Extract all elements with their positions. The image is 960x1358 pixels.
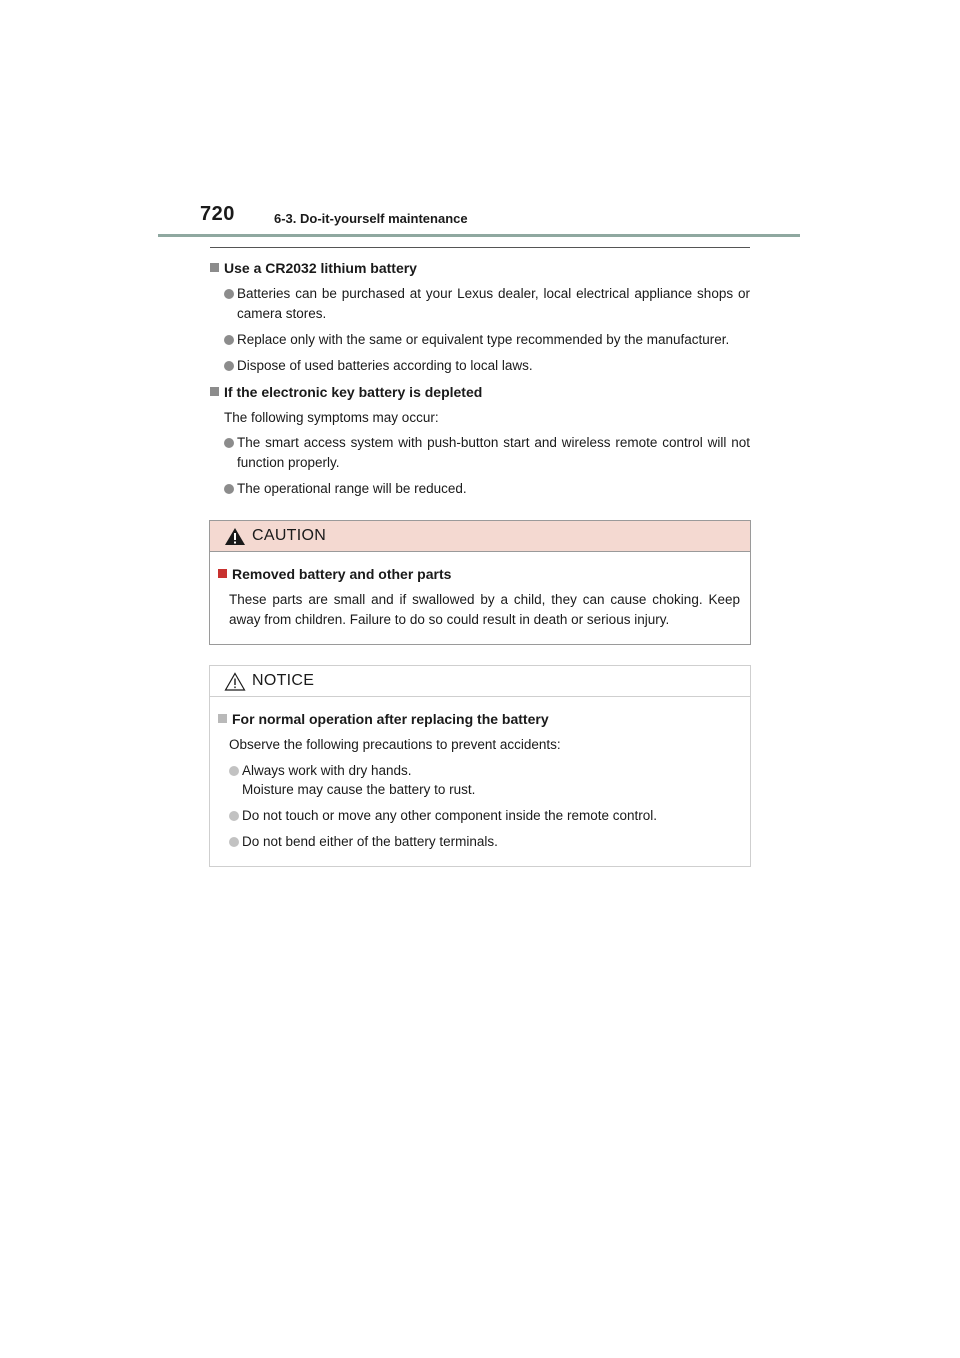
warning-outline-icon <box>224 672 246 691</box>
square-bullet-icon <box>218 714 227 723</box>
divider <box>210 247 750 248</box>
bullet-dot-icon <box>224 438 234 448</box>
notice-heading: For normal operation after replacing the battery <box>218 709 740 729</box>
bullet-dot-icon <box>229 811 239 821</box>
square-bullet-icon <box>210 387 219 396</box>
notice-box <box>209 665 751 867</box>
bullet-dot-icon <box>224 335 234 345</box>
notice-body <box>210 697 750 852</box>
bullet-dot-icon <box>229 766 239 776</box>
main-content <box>210 258 750 505</box>
notice-title: NOTICE <box>252 672 315 689</box>
list-item: Replace only with the same or equivalent type recommended by the manufacturer. <box>224 330 750 350</box>
list-item: The smart access system with push-button start and wireless remote control will not function properly. <box>224 433 750 472</box>
list-item: Batteries can be purchased at your Lexus dealer, local electrical appliance shops or camera stores. <box>224 284 750 323</box>
list-item: Do not touch or move any other component inside the remote control. <box>229 806 740 826</box>
heading-battery-depleted: If the electronic key battery is depleted <box>210 382 750 402</box>
list-item: Do not bend either of the battery terminals. <box>229 832 740 852</box>
caution-box <box>209 520 751 645</box>
square-bullet-icon <box>218 569 227 578</box>
warning-icon <box>224 527 246 546</box>
square-bullet-icon <box>210 263 219 272</box>
notice-header <box>210 666 750 697</box>
list-item: The operational range will be reduced. <box>224 479 750 499</box>
bullet-dot-icon <box>229 837 239 847</box>
caution-text: These parts are small and if swallowed by a child, they can cause choking. Keep away from children. Failure to do so could result in death or serious injury. <box>229 592 740 627</box>
bullet-dot-icon <box>224 361 234 371</box>
section-title: 6-3. Do-it-yourself maintenance <box>274 211 468 226</box>
caution-header <box>210 521 750 552</box>
list-item: Always work with dry hands. Moisture may cause the battery to rust. <box>229 761 740 800</box>
caution-heading: Removed battery and other parts <box>218 564 740 584</box>
bullet-dot-icon <box>224 484 234 494</box>
notice-intro: Observe the following precautions to prevent accidents: <box>229 737 561 752</box>
page-header <box>158 200 800 237</box>
list-item: Dispose of used batteries according to local laws. <box>224 356 750 376</box>
caution-title: CAUTION <box>252 527 327 544</box>
heading-battery-type: Use a CR2032 lithium battery <box>210 258 750 278</box>
intro-text: The following symptoms may occur: <box>224 409 439 425</box>
page-number: 720 <box>200 203 235 225</box>
caution-body <box>210 552 750 629</box>
bullet-dot-icon <box>224 289 234 299</box>
